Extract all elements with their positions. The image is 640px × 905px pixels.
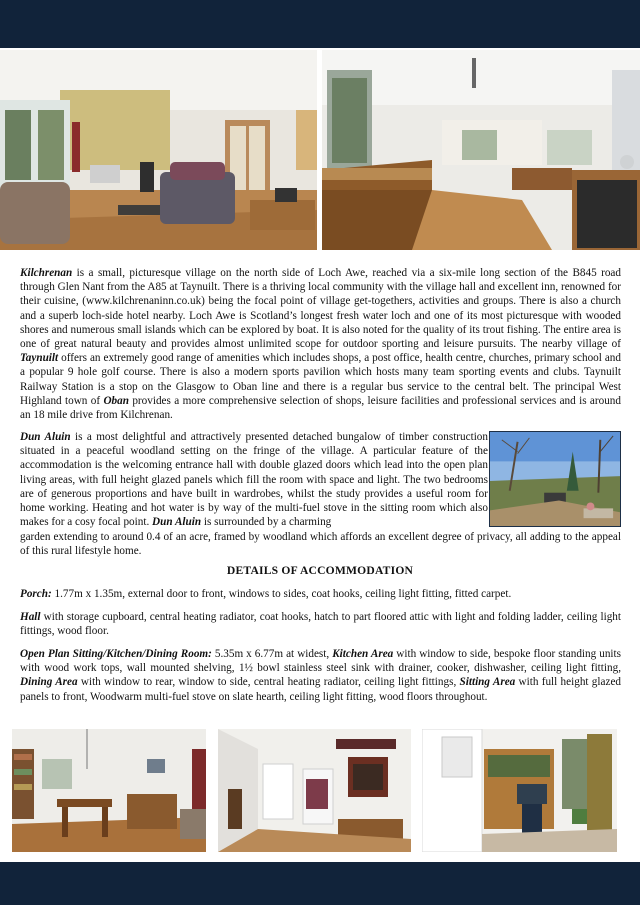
photo-study (422, 729, 617, 852)
hall-label: Hall (20, 611, 41, 623)
property-paragraph (20, 430, 488, 529)
intro-text-3: provides a more comprehensive selection of shops, leisure facilities and professional services and is around an 18 mile drive from Kilchrenan. (20, 394, 621, 422)
property-name: Dun Aluin (20, 431, 71, 443)
photo-kitchen (322, 50, 640, 250)
open-plan-text-4: with full height glazed panels to front, Woodwarm multi-fuel stove on slate hearth, ceiling light fitting, wood floors throughout. (20, 676, 622, 703)
place-taynuilt: Taynuilt (20, 352, 59, 365)
dining-area-label: Dining Area (20, 676, 78, 689)
kitchen-area-label: Kitchen Area (332, 648, 394, 660)
photo-garden (489, 431, 621, 527)
photo-dining-area (12, 729, 206, 852)
intro-paragraph (20, 266, 621, 422)
open-plan-text-1: 5.35m x 6.77m at widest, (211, 648, 333, 660)
hall-description: with storage cupboard, central heating radiator, coat hooks, hatch to part floored attic with light and folding ladder, ceiling light fittings, wood floor. (20, 611, 621, 638)
porch-label: Porch: (20, 588, 52, 600)
property-text-1: is a most delightful and attractively presented detached bungalow of timber construction situated in a peaceful woodland setting on the fringe of the village. A particular feature of the accommodation is the welcoming entrance hall with double glazed doors which lead into the open plan living areas, with full height glazed panels which fill the room with space and light. The two bedrooms are of generous proportions and have built in wardrobes, whilst the study provides a useful room for home working. Heating and hot water is by way of the multi-fuel stove in the sitting room which also makes for a cosy focal point. (20, 431, 488, 529)
header-band (0, 0, 640, 48)
footer-band (0, 862, 640, 905)
room-hall (20, 610, 621, 638)
property-text-2: is surrounded by a charming (201, 516, 332, 529)
room-porch (20, 587, 621, 601)
intro-text-2: offers an extremely good range of amenities which includes shops, a post office, health centre, churches, primary school and a popular 9 hole golf course. There is also a modern sports pavilion which hosts many team sporting events and clubs. Taynuilt Railway Station is a stop on the Glasgow to Oban line and there is a regular bus service to the central belt. The principal West Highland town of (20, 352, 621, 407)
room-open-plan (20, 647, 621, 704)
details-heading: DETAILS OF ACCOMMODATION (226, 564, 414, 577)
open-plan-text-2: with window to side, bespoke floor standing units with wood work tops, wall mounted shelving, 1½ bowl stainless steel sink with drainer, cooker, dishwasher, ceiling light fitting, (20, 648, 621, 675)
open-plan-text-3: with window to rear, window to side, central heating radiator, ceiling light fittings, (77, 676, 460, 689)
photo-hallway (218, 729, 411, 852)
sitting-area-label: Sitting Area (459, 676, 516, 689)
property-paragraph-tail: garden extending to around 0.4 of an acre, framed by woodland which affords an excellent degree of privacy, all adding to the appeal of this rural lifestyle home. (20, 531, 621, 558)
property-name-2: Dun Aluin (152, 516, 202, 529)
porch-description: 1.77m x 1.35m, external door to front, windows to sides, coat hooks, ceiling light fitting, fitted carpet. (51, 588, 512, 600)
intro-text-1: is a small, picturesque village on the north side of Loch Awe, reached via a six-mile long section of the B845 road through Glen Nant from the A85 at Taynuilt. There is a thriving local community with the village hall and excellent inn, renowned for their cuisine, (www.kilchrenaninn.co.uk) being the focal point of village get-togethers, activities and groups. There is also a church and a superb loch-side hotel nearby. Loch Awe is Scotland’s longest fresh water loch and one of its most picturesque with wooded shores and numerous small islands which can be explored by boat. It is also noted for the quality of its trout fishing. The entire area is one of great natural beauty and provides almost unlimited scope for outdoor sporting and leisure pursuits. The nearby village of (20, 267, 621, 351)
place-kilchrenan: Kilchrenan (20, 267, 73, 279)
place-oban: Oban (103, 394, 129, 407)
photo-sitting-room (0, 50, 317, 250)
open-plan-label: Open Plan Sitting/Kitchen/Dining Room: (20, 648, 212, 660)
